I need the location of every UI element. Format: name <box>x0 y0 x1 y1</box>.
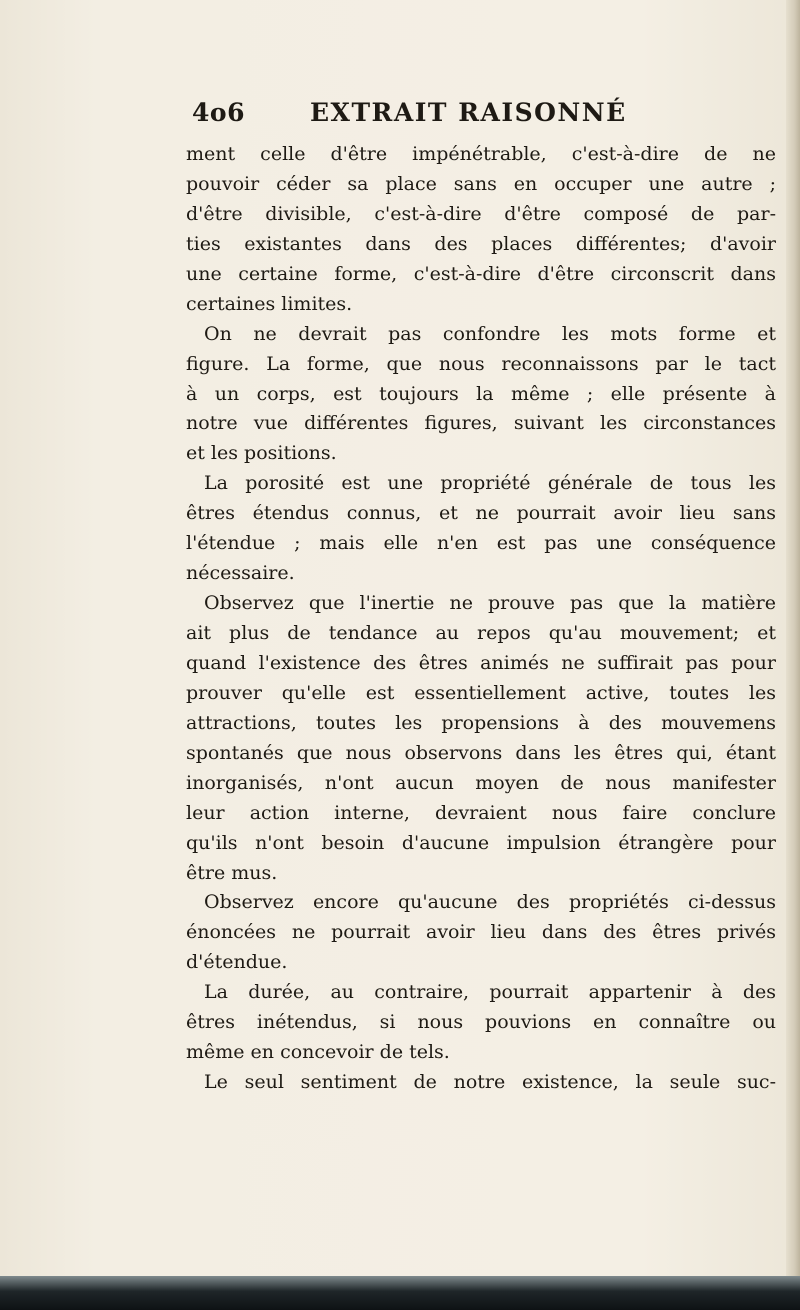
text-line: prouver qu'elle est essentiellement active, toutes les <box>186 681 776 704</box>
text-line: ait plus de tendance au repos qu'au mouvement; et <box>186 622 776 644</box>
text-line: inorganisés, n'ont aucun moyen de nous manifester <box>186 771 776 794</box>
text-line: spontanés que nous observons dans les êtres qui, étant <box>186 741 776 764</box>
body-text <box>186 140 776 1098</box>
text-line: pouvoir céder sa place sans en occuper une autre ; <box>186 172 776 195</box>
text-line: êtres inétendus, si nous pouvions en connaître ou <box>186 1011 776 1034</box>
text-line: êtres étendus connus, et ne pourrait avoir lieu sans <box>186 502 776 525</box>
text-line: leur action interne, devraient nous faire conclure <box>186 801 776 824</box>
text-line: être mus. <box>186 861 278 884</box>
text-line: ment celle d'être impénétrable, c'est-à-dire de ne <box>186 143 776 165</box>
text-line: La durée, au contraire, pourrait appartenir à des <box>204 981 776 1004</box>
text-line: On ne devrait pas confondre les mots forme et <box>204 322 776 345</box>
text-line: à un corps, est toujours la même ; elle présente à <box>186 382 776 405</box>
text-line: La porosité est une propriété générale de tous les <box>204 472 776 495</box>
page-edge <box>786 0 800 1310</box>
page-header <box>192 98 772 132</box>
text-line: d'être divisible, c'est-à-dire d'être composé de par- <box>186 202 776 225</box>
text-line: certaines limites. <box>186 292 353 315</box>
text-line: Observez que l'inertie ne prouve pas que la matière <box>204 592 776 615</box>
text-line: l'étendue ; mais elle n'en est pas une conséquence <box>186 532 776 555</box>
scan-bottom-edge <box>0 1276 800 1310</box>
text-line: et les positions. <box>186 442 337 465</box>
text-line: Le seul sentiment de notre existence, la seule suc- <box>204 1071 776 1094</box>
text-line: Observez encore qu'aucune des propriétés ci-dessus <box>204 891 776 914</box>
text-line: figure. La forme, que nous reconnaissons par le tact <box>186 352 776 375</box>
running-title: EXTRAIT RAISONNÉ <box>310 98 627 127</box>
text-line: qu'ils n'ont besoin d'aucune impulsion étrangère pour <box>186 831 776 854</box>
text-line: attractions, toutes les propensions à des mouvemens <box>186 711 776 734</box>
text-line: énoncées ne pourrait avoir lieu dans des êtres privés <box>186 921 776 944</box>
text-line: d'étendue. <box>186 951 288 974</box>
page-number: 4o6 <box>192 98 245 127</box>
text-line: ties existantes dans des places différentes; d'avoir <box>186 232 776 255</box>
text-line: quand l'existence des êtres animés ne suffirait pas pour <box>186 651 776 674</box>
text-line: notre vue différentes figures, suivant les circonstances <box>186 412 776 435</box>
text-line: même en concevoir de tels. <box>186 1041 450 1064</box>
text-line: nécessaire. <box>186 562 295 585</box>
text-line: une certaine forme, c'est-à-dire d'être circonscrit dans <box>186 262 776 285</box>
